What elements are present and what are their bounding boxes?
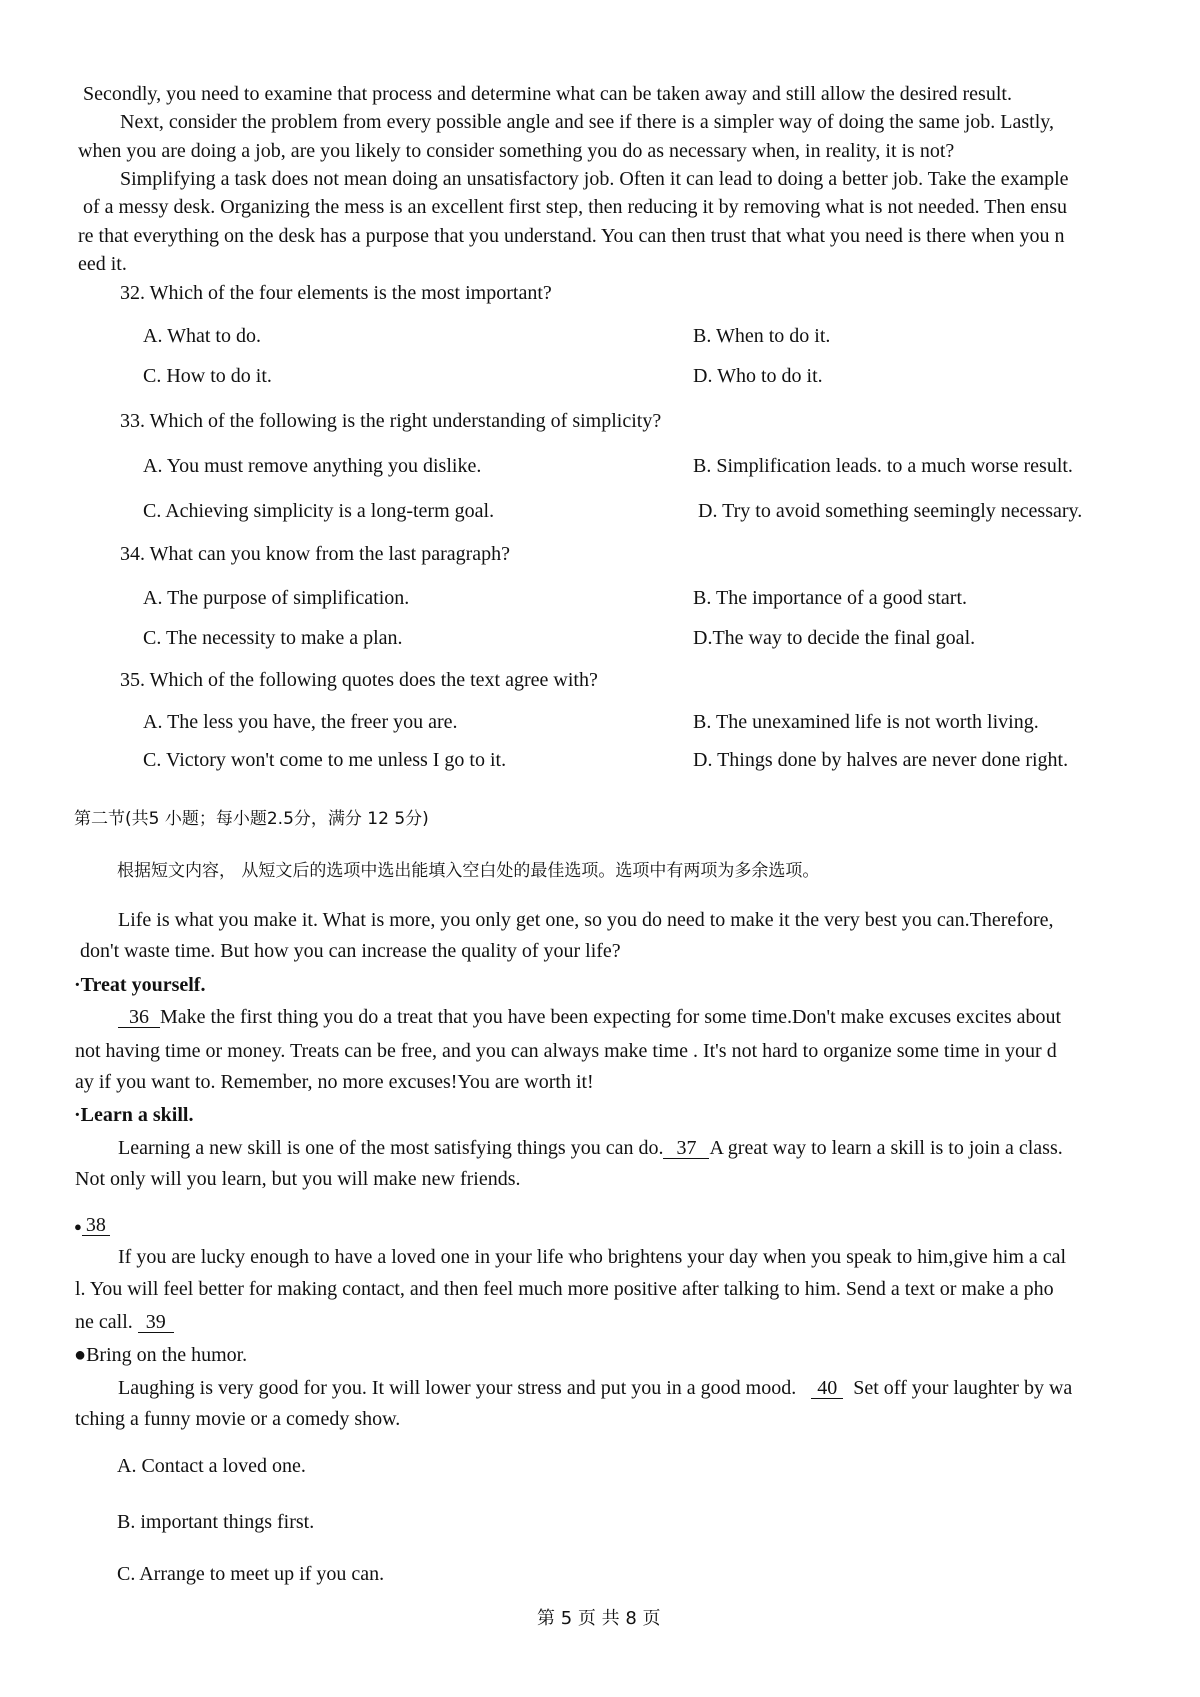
passage-line: when you are doing a job, are you likely to consider something you do as necessary when, in reality, it is not?	[78, 140, 955, 162]
question-35-stem: 35. Which of the following quotes does the text agree with?	[120, 669, 598, 691]
page-footer: 第 5 页 共 8 页	[537, 1608, 661, 1629]
intro-line: Life is what you make it. What is more, you only get one, so you do need to make it the very best you can.Therefore,	[118, 909, 1054, 931]
paragraph-text: ne call.	[75, 1311, 133, 1333]
paragraph-line: ay if you want to. Remember, no more excuses!You are worth it!	[75, 1071, 594, 1093]
blank-36[interactable]: 36	[118, 1007, 160, 1028]
question-34-stem: 34. What can you know from the last paragraph?	[120, 543, 511, 565]
paragraph-text: Learning a new skill is one of the most satisfying things you can do.	[118, 1137, 664, 1159]
paragraph-line: Not only will you learn, but you will make new friends.	[75, 1168, 521, 1190]
section-heading: 第二节(共5 小题；每小题2.5分，满分 12 5分)	[74, 809, 429, 829]
option: A. What to do.	[143, 325, 261, 347]
passage-line: Secondly, you need to examine that process and determine what can be taken away and still allow the desired result.	[83, 83, 1012, 105]
option: D. Who to do it.	[693, 365, 823, 387]
option: B. Simplification leads. to a much worse result.	[693, 455, 1073, 477]
bullet-icon: ●	[74, 1219, 82, 1234]
blank-38[interactable]: 38	[82, 1215, 110, 1236]
blank-37[interactable]: 37	[663, 1138, 709, 1159]
paragraph-text: A great way to learn a skill is to join a class.	[709, 1137, 1063, 1159]
section-instruction: 根据短文内容， 从短文后的选项中选出能填入空白处的最佳选项。选项中有两项为多余选项。	[117, 861, 820, 881]
passage-line: re that everything on the desk has a purpose that you understand. You can then trust that what you need is there when you n	[78, 225, 1065, 247]
option: A. You must remove anything you dislike.	[143, 455, 482, 477]
passage-line: eed it.	[78, 253, 127, 275]
paragraph-line	[118, 1376, 1072, 1400]
paragraph-line	[75, 1310, 174, 1334]
passage-line: of a messy desk. Organizing the mess is an excellent first step, then reducing it by removing what is not needed. Then ensu	[83, 196, 1068, 218]
option: C. Achieving simplicity is a long-term goal.	[143, 500, 495, 522]
passage-line: Next, consider the problem from every possible angle and see if there is a simpler way of doing the same job. Lastly,	[120, 111, 1054, 133]
blank-40[interactable]: 40	[811, 1378, 843, 1399]
paragraph-line: tching a funny movie or a comedy show.	[75, 1408, 401, 1430]
option: B. The unexamined life is not worth living.	[693, 711, 1039, 733]
question-33-stem: 33. Which of the following is the right understanding of simplicity?	[120, 410, 662, 432]
option: C. Victory won't come to me unless I go to it.	[143, 749, 507, 771]
paragraph-line	[118, 1136, 1063, 1160]
choice: A. Contact a loved one.	[117, 1455, 306, 1477]
option: C. How to do it.	[143, 365, 272, 387]
paragraph-line: not having time or money. Treats can be free, and you can always make time . It's not hard to organize some time in your d	[75, 1040, 1057, 1062]
subheading-learn-a-skill: ·Learn a skill.	[74, 1104, 194, 1126]
option: A. The less you have, the freer you are.	[143, 711, 458, 733]
option: B. The importance of a good start.	[693, 587, 968, 609]
blank-39[interactable]: 39	[138, 1312, 174, 1333]
passage-line: Simplifying a task does not mean doing an unsatisfactory job. Often it can lead to doing a better job. Take the example	[120, 168, 1069, 190]
option: A. The purpose of simplification.	[143, 587, 410, 609]
paragraph-text: Set off your laughter by wa	[853, 1377, 1073, 1399]
option: C. The necessity to make a plan.	[143, 627, 403, 649]
subheading-bring-on-humor: ●Bring on the humor.	[74, 1344, 248, 1366]
paragraph-text: Laughing is very good for you. It will lower your stress and put you in a good mood.	[118, 1377, 797, 1399]
paragraph-line: If you are lucky enough to have a loved one in your life who brightens your day when you speak to him,give him a cal	[118, 1246, 1067, 1268]
question-32-stem: 32. Which of the four elements is the most important?	[120, 282, 552, 304]
option: D. Try to avoid something seemingly necessary.	[698, 500, 1083, 522]
option: D. Things done by halves are never done right.	[693, 749, 1069, 771]
option: D.The way to decide the final goal.	[693, 627, 976, 649]
option: B. When to do it.	[693, 325, 831, 347]
choice: B. important things first.	[117, 1511, 315, 1533]
paragraph-line	[74, 1213, 110, 1239]
paragraph-line: l. You will feel better for making contact, and then feel much more positive after talking to him. Send a text or make a pho	[75, 1278, 1054, 1300]
intro-line: don't waste time. But how you can increase the quality of your life?	[80, 940, 621, 962]
subheading-treat-yourself: ·Treat yourself.	[74, 974, 206, 996]
paragraph-text: Make the first thing you do a treat that you have been expecting for some time.Don't make excuses excites about	[160, 1006, 1062, 1028]
choice: C. Arrange to meet up if you can.	[117, 1563, 385, 1585]
paragraph-line	[118, 1005, 1061, 1029]
